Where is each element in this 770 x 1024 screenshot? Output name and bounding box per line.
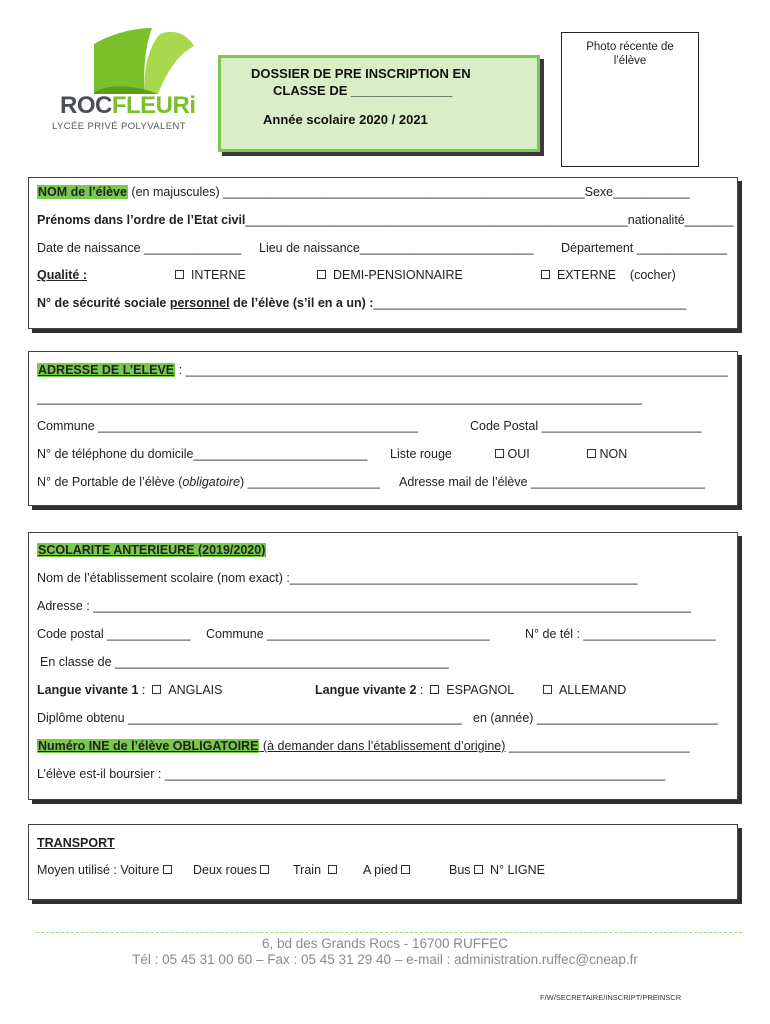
nationalite-field[interactable]: nationalité_______ — [627, 213, 734, 227]
scolarite-adresse-field[interactable]: Adresse : ______________________________________________________________________________________ — [37, 599, 692, 613]
title-box — [218, 55, 540, 152]
etablissement-field[interactable]: Nom de l’établissement scolaire (nom exact) :__________________________________________________ — [37, 571, 638, 585]
scolarite-commune-field[interactable]: Commune ________________________________ — [206, 627, 490, 641]
oui-checkbox[interactable] — [495, 449, 504, 458]
lv2-label: Langue vivante 2 — [315, 683, 417, 697]
section-scolarite — [28, 532, 738, 800]
ine-field[interactable]: __________________________ — [505, 739, 690, 753]
tel-domicile-field[interactable]: N° de téléphone du domicile_________________________ — [37, 447, 368, 461]
secu-field[interactable]: _____________________________________________ — [373, 296, 687, 310]
ine-label: Numéro INE de l’élève OBLIGATOIRE — [38, 739, 259, 753]
footer-divider — [36, 932, 742, 933]
document-reference: F/W/SECRETAIRE/INSCRIPT/PREINSCR — [540, 993, 682, 1002]
ligne-label: N° LIGNE — [489, 863, 545, 877]
allemand-checkbox[interactable] — [543, 685, 552, 694]
title-line1: DOSSIER DE PRE INSCRIPTION EN — [251, 66, 471, 81]
photo-box — [561, 32, 699, 167]
classe-field[interactable]: En classe de ________________________________________________ — [40, 655, 449, 669]
adresse-label: ADRESSE DE L’ELEVE — [38, 363, 175, 377]
oui-label: OUI — [507, 447, 530, 461]
scolarite-label: SCOLARITE ANTERIEURE (2019/2020) — [38, 543, 266, 557]
bus-checkbox[interactable] — [474, 865, 483, 874]
secu-suffix: de l’élève (s’il en a un) : — [229, 296, 374, 310]
anglais-label: ANGLAIS — [168, 683, 223, 697]
logo-wordmark: ROCFLEURi — [60, 92, 196, 119]
secu-personnel: personnel — [169, 296, 230, 310]
footer-contact: Tél : 05 45 31 00 60 – Fax : 05 45 31 29 40 – e-mail : administration.ruffec@cneap.fr — [132, 952, 638, 967]
demi-pensionnaire-label: DEMI-PENSIONNAIRE — [332, 268, 463, 282]
scolarite-tel-field[interactable]: N° de tél : ___________________ — [525, 627, 716, 641]
portable-field[interactable]: ) ___________________ — [240, 475, 380, 489]
externe-label: EXTERNE — [556, 268, 616, 282]
espagnol-checkbox[interactable] — [430, 685, 439, 694]
mail-field[interactable]: Adresse mail de l’élève _________________________ — [399, 475, 705, 489]
footer-address: 6, bd des Grands Rocs - 16700 RUFFEC — [261, 936, 509, 951]
demi-pensionnaire-checkbox[interactable] — [317, 270, 326, 279]
anglais-checkbox[interactable] — [152, 685, 161, 694]
portable-obligatoire: obligatoire — [182, 475, 241, 489]
section-adresse — [28, 351, 738, 506]
a-pied-label: A pied — [363, 863, 398, 877]
lv1-label: Langue vivante 1 — [37, 683, 139, 697]
espagnol-label: ESPAGNOL — [446, 683, 515, 697]
transport-label: TRANSPORT — [37, 836, 115, 850]
train-label: Train — [293, 863, 322, 877]
logo-subtitle: LYCÉE PRIVÉ POLYVALENT — [52, 121, 186, 132]
non-checkbox[interactable] — [587, 449, 596, 458]
qualite-label: Qualité : — [37, 268, 88, 282]
boursier-field[interactable]: L’élève est-il boursier : ________________________________________________________________________ — [37, 767, 666, 781]
date-naissance-field[interactable]: Date de naissance ______________ — [37, 241, 242, 255]
deux-roues-label: Deux roues — [193, 863, 257, 877]
cocher-hint: (cocher) — [629, 268, 676, 282]
lv1-sep: : — [138, 683, 146, 697]
non-label: NON — [599, 447, 628, 461]
diplome-field[interactable]: Diplôme obtenu ________________________________________________ — [37, 711, 462, 725]
voiture-checkbox[interactable] — [163, 865, 172, 874]
adresse-line2-field[interactable]: _______________________________________________________________________________________ — [37, 391, 642, 405]
scolarite-code-postal-field[interactable]: Code postal ____________ — [37, 627, 191, 641]
nom-field[interactable]: (en majuscules) ____________________________________________________ — [127, 185, 585, 199]
a-pied-checkbox[interactable] — [401, 865, 410, 874]
prenoms-field[interactable]: _______________________________________________________ — [245, 213, 628, 227]
liste-rouge-label: Liste rouge — [390, 447, 452, 461]
nom-label: NOM de l’élève — [38, 185, 127, 199]
externe-checkbox[interactable] — [541, 270, 550, 279]
sexe-field[interactable]: Sexe___________ — [584, 185, 690, 199]
voiture-label: Moyen utilisé : Voiture — [37, 863, 160, 877]
ine-hint: (à demander dans l’établissement d’origine) — [259, 739, 506, 753]
annee-field[interactable]: en (année) __________________________ — [473, 711, 718, 725]
photo-label: Photo récente de l’élève — [586, 41, 674, 67]
section-transport — [28, 824, 738, 900]
lv2-sep: : — [416, 683, 424, 697]
deux-roues-checkbox[interactable] — [260, 865, 269, 874]
school-year: Année scolaire 2020 / 2021 — [263, 112, 428, 127]
portable-prefix: N° de Portable de l’élève ( — [37, 475, 183, 489]
lieu-naissance-field[interactable]: Lieu de naissance_________________________ — [259, 241, 534, 255]
departement-field[interactable]: Département _____________ — [561, 241, 728, 255]
secu-prefix: N° de sécurité sociale — [37, 296, 170, 310]
commune-field[interactable]: Commune ______________________________________________ — [37, 419, 418, 433]
interne-label: INTERNE — [190, 268, 246, 282]
title-line2: CLASSE DE ______________ — [273, 83, 453, 98]
adresse-field[interactable]: : ______________________________________________________________________________ — [175, 363, 728, 377]
code-postal-field[interactable]: Code Postal _______________________ — [470, 419, 702, 433]
bus-label: Bus — [449, 863, 471, 877]
allemand-label: ALLEMAND — [558, 683, 627, 697]
train-checkbox[interactable] — [328, 865, 337, 874]
prenoms-label: Prénoms dans l’ordre de l’Etat civil — [37, 213, 246, 227]
interne-checkbox[interactable] — [175, 270, 184, 279]
section-eleve — [28, 177, 738, 329]
